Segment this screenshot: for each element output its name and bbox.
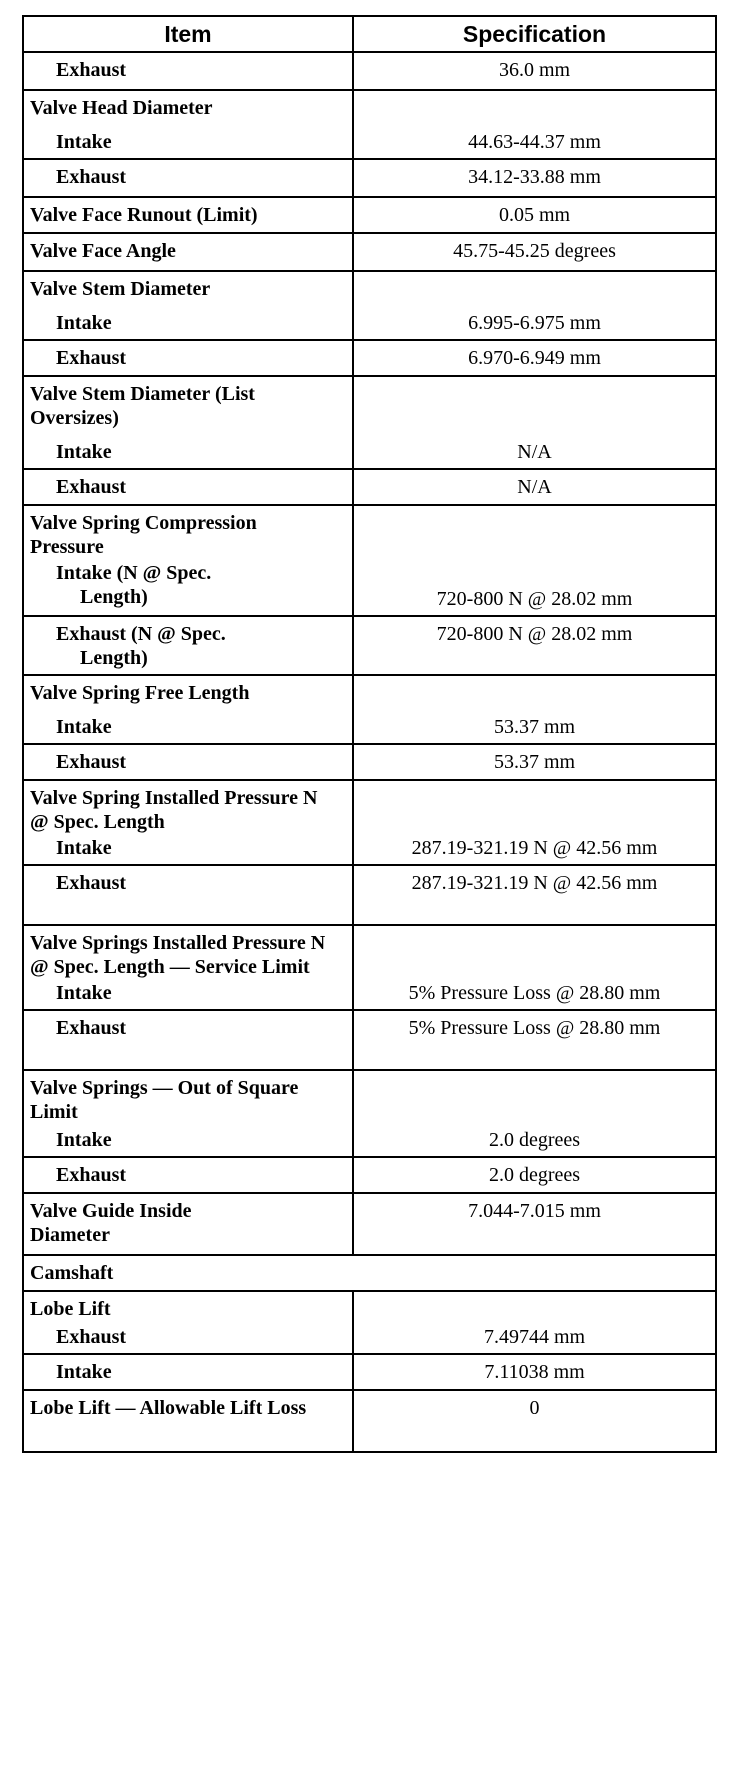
spec-cell: 53.37 mm bbox=[353, 675, 716, 744]
table-row bbox=[23, 1157, 716, 1193]
spec-table bbox=[22, 15, 717, 1453]
item-cell bbox=[23, 376, 353, 469]
spec-cell: 720-800 N @ 28.02 mm bbox=[353, 616, 716, 675]
table-row bbox=[23, 925, 716, 1010]
item-cell bbox=[23, 505, 353, 616]
spec-cell: 34.12-33.88 mm bbox=[353, 159, 716, 197]
table-row bbox=[23, 197, 716, 233]
item-cell: Exhaust bbox=[23, 744, 353, 780]
table-row bbox=[23, 1010, 716, 1070]
group-label: Valve Springs — Out of Square Limit bbox=[30, 1077, 299, 1123]
group-label: Valve Springs Installed Pressure N @ Spec. Length — Service Limit bbox=[30, 932, 326, 978]
item-cell bbox=[23, 1390, 353, 1452]
table-row bbox=[23, 675, 716, 744]
spec-cell: N/A bbox=[353, 376, 716, 469]
group-label: Valve Spring Installed Pressure N @ Spec. Length bbox=[30, 787, 318, 833]
spec-cell: 36.0 mm bbox=[353, 52, 716, 90]
item-cell bbox=[23, 925, 353, 1010]
item-cell: Exhaust bbox=[23, 1157, 353, 1193]
table-row bbox=[23, 616, 716, 675]
item-cell: Valve Face Angle bbox=[23, 233, 353, 271]
sub-label: Intake bbox=[56, 131, 112, 153]
table-row bbox=[23, 159, 716, 197]
spec-cell: 5% Pressure Loss @ 28.80 mm bbox=[353, 925, 716, 1010]
item-cell bbox=[23, 90, 353, 159]
sub-label: Intake bbox=[56, 1129, 112, 1151]
item-cell bbox=[23, 1193, 353, 1255]
table-row bbox=[23, 90, 716, 159]
item-cell: Exhaust bbox=[23, 1010, 353, 1070]
sub-label: Intake bbox=[56, 837, 112, 859]
table-row bbox=[23, 505, 716, 616]
spec-cell: 287.19-321.19 N @ 42.56 mm bbox=[353, 780, 716, 865]
table-row bbox=[23, 1193, 716, 1255]
group-label: Valve Spring Compression Pressure bbox=[30, 512, 257, 558]
spec-cell: 5% Pressure Loss @ 28.80 mm bbox=[353, 1010, 716, 1070]
header-item: Item bbox=[23, 16, 353, 52]
item-cell bbox=[23, 271, 353, 340]
item-cell: Exhaust bbox=[23, 52, 353, 90]
header-spec: Specification bbox=[353, 16, 716, 52]
header-row bbox=[23, 16, 716, 52]
spec-cell: 7.11038 mm bbox=[353, 1354, 716, 1390]
spec-cell: N/A bbox=[353, 469, 716, 505]
spec-cell: 2.0 degrees bbox=[353, 1070, 716, 1157]
table-row bbox=[23, 52, 716, 90]
table-row bbox=[23, 1291, 716, 1354]
item-cell: Valve Face Runout (Limit) bbox=[23, 197, 353, 233]
table-row bbox=[23, 744, 716, 780]
table-row bbox=[23, 469, 716, 505]
spec-cell: 7.49744 mm bbox=[353, 1291, 716, 1354]
spec-cell: 7.044-7.015 mm bbox=[353, 1193, 716, 1255]
item-cell: Exhaust bbox=[23, 469, 353, 505]
sub-label: Intake bbox=[56, 441, 112, 463]
item-cell bbox=[23, 780, 353, 865]
item-cell: Exhaust bbox=[23, 159, 353, 197]
group-label: Valve Spring Free Length bbox=[30, 682, 250, 704]
item-label: Valve Guide Inside Diameter bbox=[30, 1200, 192, 1246]
sub-label: Exhaust bbox=[56, 1326, 127, 1348]
item-cell bbox=[23, 1291, 353, 1354]
spec-cell: 0 bbox=[353, 1390, 716, 1452]
spec-cell: 287.19-321.19 N @ 42.56 mm bbox=[353, 865, 716, 925]
group-label: Valve Stem Diameter (List Oversizes) bbox=[30, 383, 255, 429]
spec-cell: 6.970-6.949 mm bbox=[353, 340, 716, 376]
table-row bbox=[23, 1354, 716, 1390]
group-label: Valve Stem Diameter bbox=[30, 278, 211, 300]
sub-label: Intake bbox=[56, 982, 112, 1004]
sub-label: Intake bbox=[56, 312, 112, 334]
group-label: Lobe Lift bbox=[30, 1298, 111, 1320]
spec-cell: 53.37 mm bbox=[353, 744, 716, 780]
spec-cell: 6.995-6.975 mm bbox=[353, 271, 716, 340]
spec-cell: 45.75-45.25 degrees bbox=[353, 233, 716, 271]
spec-cell: 44.63-44.37 mm bbox=[353, 90, 716, 159]
item-cell bbox=[23, 675, 353, 744]
sub-label: Exhaust (N @ Spec. Length) bbox=[56, 623, 226, 669]
item-cell: Exhaust bbox=[23, 865, 353, 925]
spec-cell: 720-800 N @ 28.02 mm bbox=[353, 505, 716, 616]
table-row bbox=[23, 780, 716, 865]
spec-cell: 2.0 degrees bbox=[353, 1157, 716, 1193]
item-cell: Intake bbox=[23, 1354, 353, 1390]
sub-label: Intake bbox=[56, 716, 112, 738]
section-title: Camshaft bbox=[23, 1255, 716, 1291]
table-row bbox=[23, 233, 716, 271]
item-cell: Exhaust bbox=[23, 340, 353, 376]
sub-label: Intake (N @ Spec. Length) bbox=[56, 562, 212, 608]
table-row bbox=[23, 1070, 716, 1157]
table-row bbox=[23, 340, 716, 376]
group-label: Valve Head Diameter bbox=[30, 97, 213, 119]
table-row bbox=[23, 1390, 716, 1452]
table-row bbox=[23, 376, 716, 469]
spec-cell: 0.05 mm bbox=[353, 197, 716, 233]
item-cell bbox=[23, 616, 353, 675]
table-row bbox=[23, 271, 716, 340]
table-row bbox=[23, 865, 716, 925]
section-row bbox=[23, 1255, 716, 1291]
item-label: Lobe Lift — Allowable Lift Loss bbox=[30, 1397, 307, 1419]
item-cell bbox=[23, 1070, 353, 1157]
